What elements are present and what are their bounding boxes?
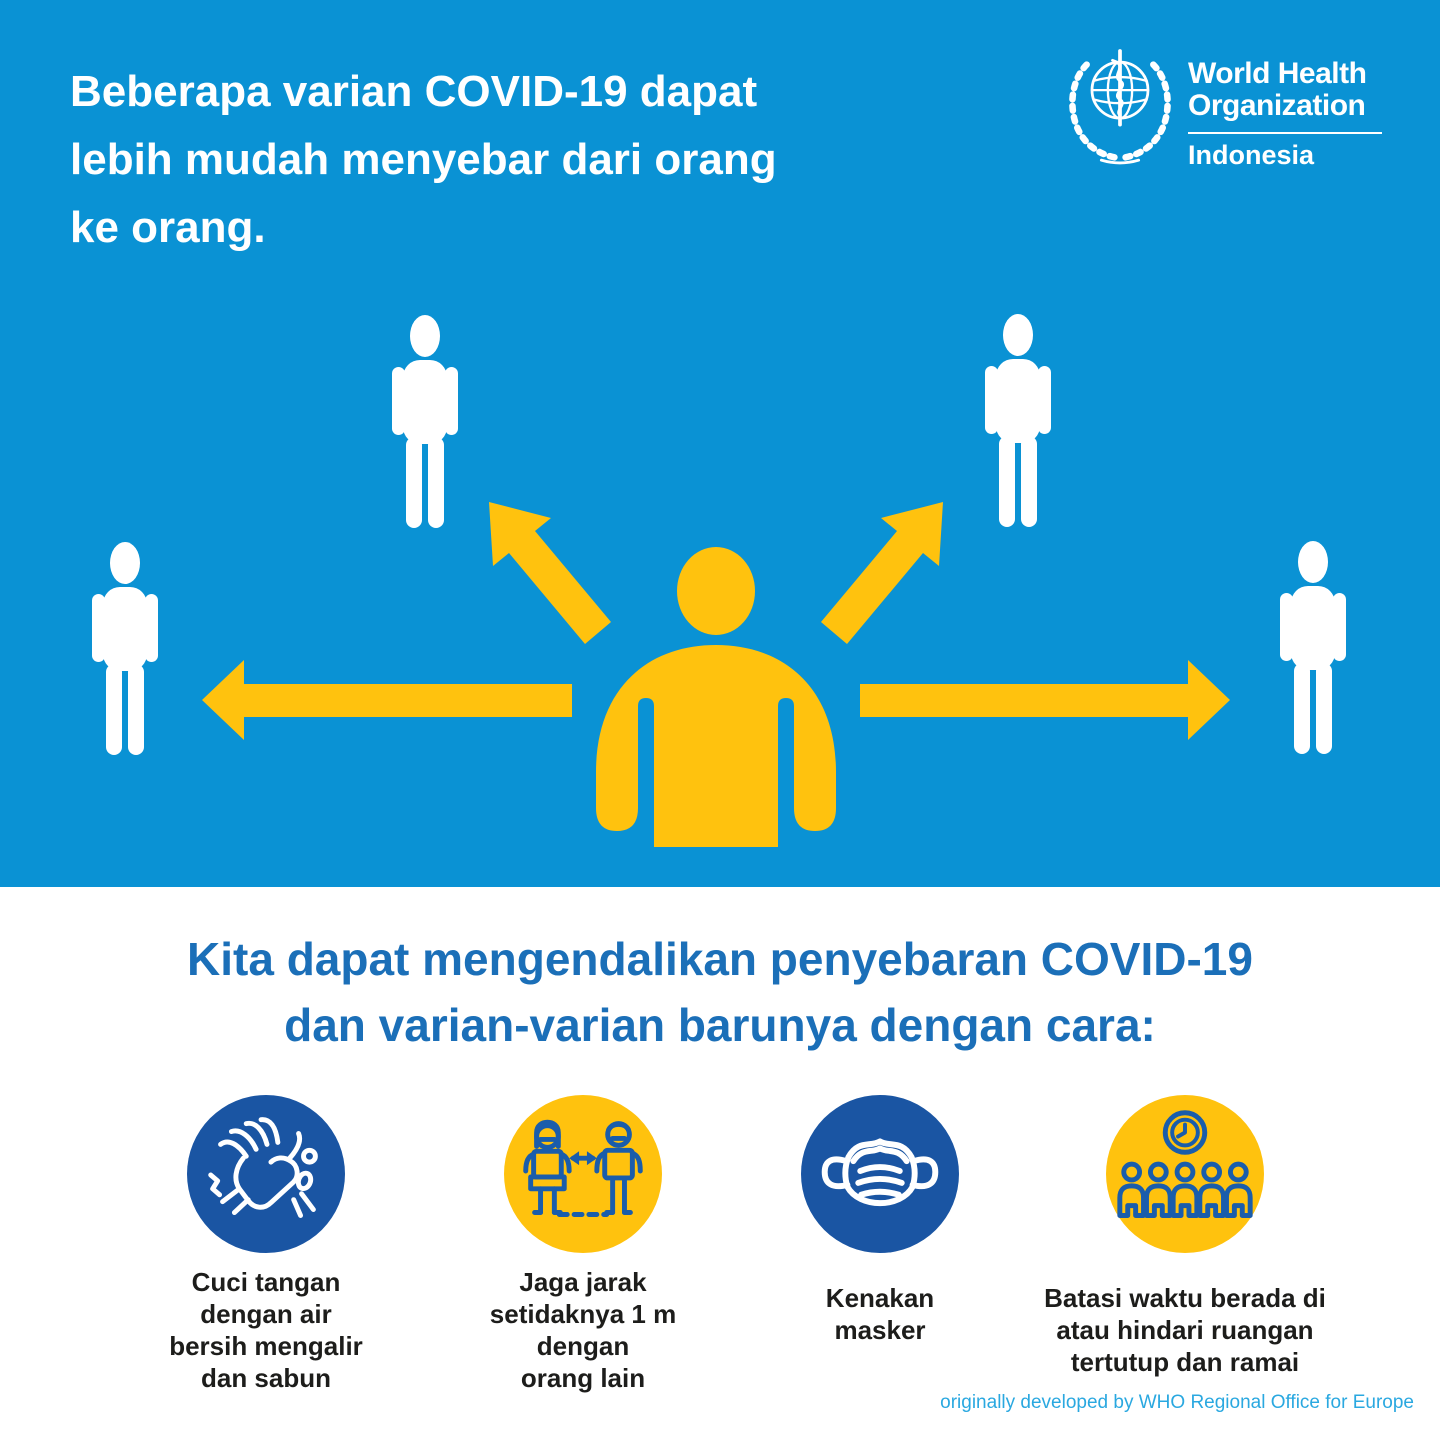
central-spreader-figure bbox=[596, 547, 836, 847]
control-heading-line: dan varian-varian barunya dengan cara: bbox=[284, 999, 1156, 1051]
arrow-left bbox=[202, 660, 572, 740]
person-top-left bbox=[392, 315, 458, 528]
who-region: Indonesia bbox=[1188, 140, 1315, 170]
who-logo-divider bbox=[1188, 132, 1382, 134]
measure-caption: Batasi waktu berada di atau hindari ruangan tertutup dan ramai bbox=[1044, 1283, 1326, 1377]
measure-crowd-time bbox=[1010, 1095, 1360, 1378]
who-name-line1: World Health bbox=[1188, 57, 1367, 90]
person-top-right bbox=[985, 314, 1051, 527]
limit-crowd-time-icon bbox=[1106, 1095, 1264, 1253]
measure-caption: Kenakan masker bbox=[825, 1283, 935, 1345]
measure-caption: Jaga jarak setidaknya 1 m dengan orang lain bbox=[489, 1267, 677, 1393]
person-left bbox=[92, 542, 158, 755]
headline-line: Beberapa varian COVID-19 dapat bbox=[70, 67, 758, 116]
measure-caption: Cuci tangan dengan air bersih mengalir dan sabun bbox=[169, 1267, 363, 1393]
who-name-line2: Organization bbox=[1188, 89, 1366, 122]
arrow-up-left bbox=[489, 502, 611, 644]
arrow-right bbox=[860, 660, 1230, 740]
handwash-icon bbox=[187, 1095, 345, 1253]
face-mask-icon bbox=[801, 1095, 959, 1253]
person-right bbox=[1280, 541, 1346, 754]
control-heading bbox=[0, 926, 1440, 1058]
headline-line: lebih mudah menyebar dari orang bbox=[70, 135, 777, 184]
who-emblem-icon bbox=[1064, 42, 1176, 170]
arrow-up-right bbox=[821, 502, 943, 644]
measure-handwash bbox=[106, 1095, 426, 1394]
measure-mask bbox=[750, 1095, 1010, 1346]
headline bbox=[70, 58, 930, 262]
who-logo bbox=[1064, 42, 1404, 170]
headline-line: ke orang. bbox=[70, 203, 266, 252]
physical-distance-icon bbox=[504, 1095, 662, 1253]
who-logo-text bbox=[1188, 42, 1382, 169]
credit-line: originally developed by WHO Regional Office for Europe bbox=[940, 1392, 1414, 1413]
measure-distance bbox=[443, 1095, 723, 1394]
control-heading-line: Kita dapat mengendalikan penyebaran COVID-19 bbox=[187, 933, 1253, 985]
